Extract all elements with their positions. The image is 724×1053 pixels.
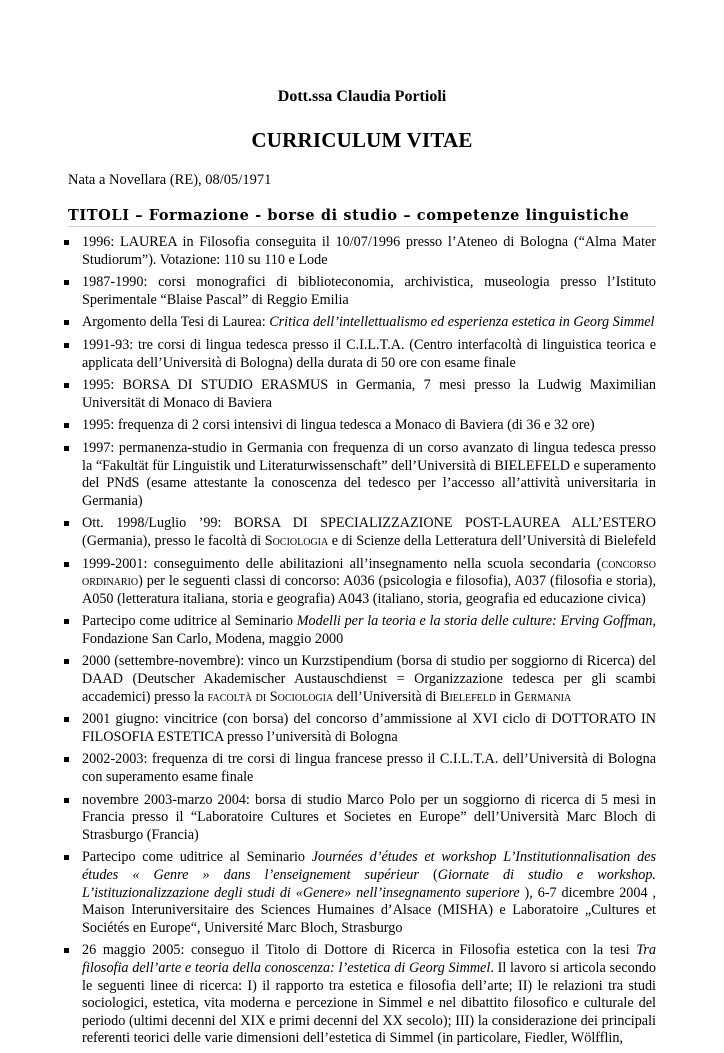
birth-info: Nata a Novellara (RE), 08/05/1971 [68,172,272,188]
bullet-icon [64,240,69,245]
list-item: Ott. 1998/Luglio ’99: BORSA DI SPECIALIZZAZIONE POST-LAUREA ALL’ESTERO (Germania), presso le facoltà di Sociologia e di Scienze della Letteratura dell’Università di Bielefeld [64,515,656,550]
list-item: Partecipo come uditrice al Seminario Journées d’études et workshop L’Institutionnalisation des études « Genre » dans l’enseignement supérieur (Giornate di studio e workshop. L’istituzionalizzazione degli studi di «Genere» nell’insegnamento superiore ), 6-7 dicembre 2004 , Maison Interuniversitaire des Sciences Humaines d’Alsace (MISHA) e Laboratoire „Cultures et Sociétés en Europe“, Université Marc Bloch, Strasburgo [64,849,656,937]
list-item: 2002-2003: frequenza di tre corsi di lingua francese presso il C.I.L.T.A. dell’Università di Bologna con superamento esame finale [64,751,656,786]
list-item: Argomento della Tesi di Laurea: Critica dell’intellettualismo ed esperienza estetica in Georg Simmel [64,314,656,332]
thesis-title: Critica dell’intellettualismo ed esperienza estetica in Georg Simmel [269,314,655,331]
author-name: Dott.ssa Claudia Portioli [277,88,447,105]
bullet-icon [64,619,69,624]
bullet-icon [64,562,69,567]
bullet-icon [64,659,69,664]
list-item: Partecipo come uditrice al Seminario Modelli per la teoria e la storia delle culture: Erving Goffman, Fondazione San Carlo, Modena, maggio 2000 [64,613,656,648]
bullet-icon [64,423,69,428]
bullet-icon [64,757,69,762]
list-item: 26 maggio 2005: conseguo il Titolo di Dottore di Ricerca in Filosofia estetica con la tesi Tra filosofia dell’arte e teoria della conoscenza: l’estetica di Georg Simmel. Il lavoro si articola secondo le seguenti linee di ricerca: I) il rapporto tra estetica e filosofia dell’arte; II) le relazioni tra studi sociologici, estetica, vita moderna e percezione in Simmel e nel dibattito filosofico e culturale del periodo (ultimi decenni del XIX e primi decenni del XX secolo); III) la considerazione dei principali referenti teorici delle varie dimensioni dell’estetica di Simmel (in particolare, Fiedler, Wölfflin, [64,942,656,1048]
list-item: 1995: BORSA DI STUDIO ERASMUS in Germania, 7 mesi presso la Ludwig Maximilian Universität di Monaco di Baviera [64,377,656,412]
bullet-icon [64,343,69,348]
list-item: 1999-2001: conseguimento delle abilitazioni all’insegnamento nella scuola secondaria (concorso ordinario) per le seguenti classi di concorso: A036 (psicologia e filosofia), A037 (filosofia e storia), A050 (letteratura italiana, storia e geografia) A043 (italiano, storia, geografia ed educazione civica) [64,556,656,609]
list-item: 1997: permanenza-studio in Germania con frequenza di un corso avanzato di lingua tedesca presso la “Fakultät für Linguistik und Literaturwissenschaft” dell’Università di BIELEFELD e superamento del PNdS (esame attestante la conoscenza del tedesco per l’accesso all’attività universitaria in Germania) [64,440,656,510]
bullet-icon [64,798,69,803]
list-item: 1987-1990: corsi monografici di biblioteconomia, archivistica, museologia presso l’Istituto Sperimentale “Blaise Pascal” di Reggio Emilia [64,274,656,309]
bullet-icon [64,383,69,388]
list-item: novembre 2003-marzo 2004: borsa di studio Marco Polo per un soggiorno di ricerca di 5 mesi in Francia presso il “Laboratoire Cultures et Societes en Europe” dell’Università Marc Bloch di Strasburgo (Francia) [64,792,656,845]
document-title: CURRICULUM VITAE [251,128,473,152]
section-heading: TITOLI – Formazione - borse di studio – competenze linguistiche [68,207,656,227]
list-item: 2000 (settembre-novembre): vinco un Kurzstipendium (borsa di studio per soggiorno di Ricerca) del DAAD (Deutscher Akademischer Austauschdienst = Organizzazione tedesca per gli scambi accademici) presso la facoltà di Sociologia dell’Università di Bielefeld in Germania [64,653,656,706]
bullet-icon [64,855,69,860]
bullet-icon [64,446,69,451]
list-item: 2001 giugno: vincitrice (con borsa) del concorso d’ammissione al XVI ciclo di DOTTORATO IN FILOSOFIA ESTETICA presso l’università di Bologna [64,711,656,746]
bullet-icon [64,320,69,325]
bullet-icon [64,717,69,722]
list-item: 1996: LAUREA in Filosofia conseguita il 10/07/1996 presso l’Ateneo di Bologna (“Alma Mater Studiorum”). Votazione: 110 su 110 e Lode [64,234,656,269]
bullet-icon [64,521,69,526]
list-item: 1991-93: tre corsi di lingua tedesca presso il C.I.L.T.A. (Centro interfacoltà di linguistica teorica e applicata dell’Università di Bologna) della durata di 50 ore con esame finale [64,337,656,372]
bullet-icon [64,948,69,953]
bullet-icon [64,280,69,285]
entries-list [64,234,656,1053]
list-item: 1995: frequenza di 2 corsi intensivi di lingua tedesca a Monaco di Baviera (di 36 e 32 ore) [64,417,656,435]
